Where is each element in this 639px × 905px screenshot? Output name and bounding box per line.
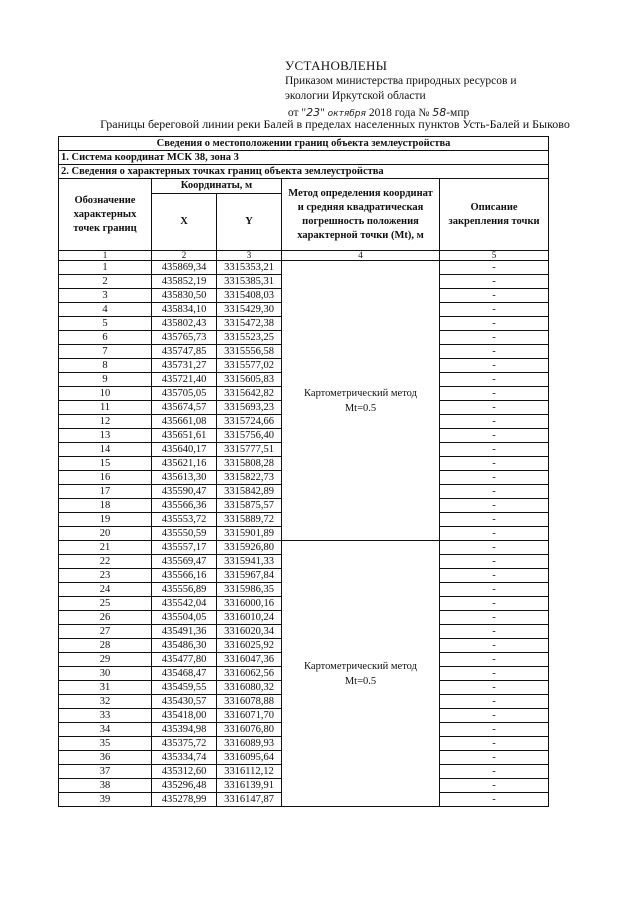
point-number: 37 — [59, 765, 152, 779]
header-y: Y — [217, 194, 282, 251]
approval-suffix: -мпр — [446, 106, 470, 119]
coord-y: 3315556,58 — [217, 345, 282, 359]
method-name: Картометрический метод — [304, 660, 417, 672]
point-number: 4 — [59, 303, 152, 317]
point-number: 31 — [59, 681, 152, 695]
point-number: 10 — [59, 387, 152, 401]
coord-x: 435852,19 — [152, 275, 217, 289]
coord-y: 3315777,51 — [217, 443, 282, 457]
coord-x: 435834,10 — [152, 303, 217, 317]
coord-y: 3316080,32 — [217, 681, 282, 695]
point-number: 19 — [59, 513, 152, 527]
fixing-description: - — [440, 303, 549, 317]
header-method: Метод определения координат и средняя квадратическая погрешность положения характерной точки (Mt), м — [282, 179, 440, 251]
point-number: 7 — [59, 345, 152, 359]
coord-x: 435278,99 — [152, 793, 217, 807]
point-number: 2 — [59, 275, 152, 289]
coord-x: 435312,60 — [152, 765, 217, 779]
coord-x: 435459,55 — [152, 681, 217, 695]
fixing-description: - — [440, 415, 549, 429]
fixing-description: - — [440, 541, 549, 555]
point-number: 27 — [59, 625, 152, 639]
coord-x: 435613,30 — [152, 471, 217, 485]
coordinates-table — [58, 136, 549, 807]
coord-x: 435802,43 — [152, 317, 217, 331]
coord-x: 435661,08 — [152, 415, 217, 429]
point-number: 20 — [59, 527, 152, 541]
coord-y: 3316047,36 — [217, 653, 282, 667]
coord-x: 435430,57 — [152, 695, 217, 709]
fixing-description: - — [440, 387, 549, 401]
fixing-description: - — [440, 555, 549, 569]
coord-x: 435705,05 — [152, 387, 217, 401]
column-index: 4 — [282, 251, 440, 261]
fixing-description: - — [440, 345, 549, 359]
coord-x: 435550,59 — [152, 527, 217, 541]
coord-y: 3315986,35 — [217, 583, 282, 597]
points-section-title: 2. Сведения о характерных точках границ объекта землеустройства — [59, 165, 549, 179]
coord-y: 3315724,66 — [217, 415, 282, 429]
fixing-description: - — [440, 765, 549, 779]
coord-x: 435504,05 — [152, 611, 217, 625]
point-number: 33 — [59, 709, 152, 723]
coord-x: 435553,72 — [152, 513, 217, 527]
fixing-description: - — [440, 275, 549, 289]
coord-y: 3316139,91 — [217, 779, 282, 793]
fixing-description: - — [440, 723, 549, 737]
point-number: 32 — [59, 695, 152, 709]
coord-y: 3315605,83 — [217, 373, 282, 387]
fixing-description: - — [440, 429, 549, 443]
point-number: 1 — [59, 261, 152, 275]
coord-y: 3315822,73 — [217, 471, 282, 485]
coord-x: 435468,47 — [152, 667, 217, 681]
fixing-description: - — [440, 471, 549, 485]
coord-x: 435418,00 — [152, 709, 217, 723]
point-number: 13 — [59, 429, 152, 443]
coord-y: 3315756,40 — [217, 429, 282, 443]
coord-y: 3316020,34 — [217, 625, 282, 639]
approval-from: от " — [287, 106, 307, 119]
coord-y: 3315642,82 — [217, 387, 282, 401]
fixing-description: - — [440, 499, 549, 513]
coord-y: 3315385,31 — [217, 275, 282, 289]
point-number: 14 — [59, 443, 152, 457]
point-number: 11 — [59, 401, 152, 415]
coord-y: 3316071,70 — [217, 709, 282, 723]
coord-x: 435557,17 — [152, 541, 217, 555]
point-number: 9 — [59, 373, 152, 387]
fixing-description: - — [440, 513, 549, 527]
coord-y: 3315889,72 — [217, 513, 282, 527]
method-accuracy: Mt=0.5 — [344, 675, 377, 687]
approval-line-1: Приказом министерства природных ресурсов и — [285, 74, 517, 87]
point-number: 25 — [59, 597, 152, 611]
coord-y: 3316112,12 — [217, 765, 282, 779]
fixing-description: - — [440, 779, 549, 793]
approval-day: 23 — [306, 105, 321, 119]
coord-y: 3315842,89 — [217, 485, 282, 499]
header-description: Описание закрепления точки — [440, 179, 549, 251]
coord-x: 435731,27 — [152, 359, 217, 373]
header-coords: Координаты, м — [152, 179, 282, 194]
fixing-description: - — [440, 457, 549, 471]
point-number: 5 — [59, 317, 152, 331]
column-index-row — [59, 251, 549, 261]
point-number: 28 — [59, 639, 152, 653]
coord-x: 435566,36 — [152, 499, 217, 513]
column-index: 1 — [59, 251, 152, 261]
fixing-description: - — [440, 289, 549, 303]
coord-y: 3315693,23 — [217, 401, 282, 415]
point-number: 22 — [59, 555, 152, 569]
approval-stamp — [285, 58, 517, 122]
fixing-description: - — [440, 737, 549, 751]
coord-y: 3315577,02 — [217, 359, 282, 373]
fixing-description: - — [440, 583, 549, 597]
fixing-description: - — [440, 611, 549, 625]
coord-y: 3316010,24 — [217, 611, 282, 625]
coord-x: 435674,57 — [152, 401, 217, 415]
point-number: 23 — [59, 569, 152, 583]
fixing-description: - — [440, 709, 549, 723]
point-number: 12 — [59, 415, 152, 429]
coord-x: 435747,85 — [152, 345, 217, 359]
fixing-description: - — [440, 317, 549, 331]
approval-number: 58 — [432, 105, 447, 119]
section-title: Сведения о местоположении границ объекта землеустройства — [59, 137, 549, 151]
header-x: X — [152, 194, 217, 251]
point-number: 39 — [59, 793, 152, 807]
point-number: 24 — [59, 583, 152, 597]
coord-y: 3315901,89 — [217, 527, 282, 541]
coord-x: 435640,17 — [152, 443, 217, 457]
point-number: 17 — [59, 485, 152, 499]
fixing-description: - — [440, 667, 549, 681]
column-index: 2 — [152, 251, 217, 261]
point-number: 35 — [59, 737, 152, 751]
coord-x: 435394,98 — [152, 723, 217, 737]
fixing-description: - — [440, 639, 549, 653]
fixing-description: - — [440, 443, 549, 457]
coord-x: 435721,40 — [152, 373, 217, 387]
point-number: 29 — [59, 653, 152, 667]
point-number: 16 — [59, 471, 152, 485]
point-number: 6 — [59, 331, 152, 345]
fixing-description: - — [440, 751, 549, 765]
fixing-description: - — [440, 401, 549, 415]
method-accuracy: Mt=0.5 — [344, 402, 377, 414]
coord-y: 3316147,87 — [217, 793, 282, 807]
point-number: 18 — [59, 499, 152, 513]
fixing-description: - — [440, 373, 549, 387]
coord-x: 435765,73 — [152, 331, 217, 345]
coord-x: 435830,50 — [152, 289, 217, 303]
coord-y: 3316095,64 — [217, 751, 282, 765]
point-number: 26 — [59, 611, 152, 625]
coord-x: 435556,89 — [152, 583, 217, 597]
point-number: 36 — [59, 751, 152, 765]
column-index: 5 — [440, 251, 549, 261]
method-cell — [282, 541, 440, 807]
coord-y: 3316078,88 — [217, 695, 282, 709]
coord-y: 3316000,16 — [217, 597, 282, 611]
coord-y: 3315353,21 — [217, 261, 282, 275]
fixing-description: - — [440, 527, 549, 541]
point-number: 30 — [59, 667, 152, 681]
coord-x: 435477,80 — [152, 653, 217, 667]
fixing-description: - — [440, 597, 549, 611]
fixing-description: - — [440, 681, 549, 695]
coord-x: 435566,16 — [152, 569, 217, 583]
coord-y: 3315941,33 — [217, 555, 282, 569]
coord-x: 435869,34 — [152, 261, 217, 275]
coord-x: 435296,48 — [152, 779, 217, 793]
coord-y: 3315408,03 — [217, 289, 282, 303]
fixing-description: - — [440, 653, 549, 667]
coord-x: 435375,72 — [152, 737, 217, 751]
table-row — [59, 261, 549, 275]
coord-y: 3316025,92 — [217, 639, 282, 653]
coord-y: 3316076,80 — [217, 723, 282, 737]
method-cell — [282, 261, 440, 541]
coord-y: 3315523,25 — [217, 331, 282, 345]
fixing-description: - — [440, 261, 549, 275]
header-point: Обозначение характерных точек границ — [59, 179, 152, 251]
approval-heading: УСТАНОВЛЕНЫ — [285, 58, 388, 73]
coordinate-system: 1. Система координат МСК 38, зона 3 — [59, 151, 549, 165]
approval-line-2: экологии Иркутской области — [285, 90, 426, 102]
coord-y: 3315875,57 — [217, 499, 282, 513]
coord-x: 435651,61 — [152, 429, 217, 443]
column-index: 3 — [217, 251, 282, 261]
fixing-description: - — [440, 625, 549, 639]
approval-year: 2018 года № — [365, 106, 433, 119]
fixing-description: - — [440, 331, 549, 345]
point-number: 21 — [59, 541, 152, 555]
coord-y: 3315926,80 — [217, 541, 282, 555]
fixing-description: - — [440, 569, 549, 583]
point-number: 38 — [59, 779, 152, 793]
fixing-description: - — [440, 793, 549, 807]
coord-y: 3316089,93 — [217, 737, 282, 751]
coord-x: 435486,30 — [152, 639, 217, 653]
coord-x: 435621,16 — [152, 457, 217, 471]
coord-y: 3315429,30 — [217, 303, 282, 317]
point-number: 3 — [59, 289, 152, 303]
approval-sep: " — [320, 106, 328, 119]
point-number: 15 — [59, 457, 152, 471]
coord-x: 435491,36 — [152, 625, 217, 639]
coord-x: 435542,04 — [152, 597, 217, 611]
fixing-description: - — [440, 485, 549, 499]
approval-month: октября — [327, 108, 366, 119]
coord-x: 435569,47 — [152, 555, 217, 569]
fixing-description: - — [440, 695, 549, 709]
document-title: Границы береговой линии реки Балей в пределах населенных пунктов Усть-Балей и Быково — [100, 117, 570, 131]
coord-y: 3316062,56 — [217, 667, 282, 681]
method-name: Картометрический метод — [304, 387, 417, 399]
point-number: 8 — [59, 359, 152, 373]
fixing-description: - — [440, 359, 549, 373]
table-row — [59, 541, 549, 555]
coord-y: 3315472,38 — [217, 317, 282, 331]
point-number: 34 — [59, 723, 152, 737]
coord-x: 435590,47 — [152, 485, 217, 499]
coord-y: 3315808,28 — [217, 457, 282, 471]
coord-x: 435334,74 — [152, 751, 217, 765]
coord-y: 3315967,84 — [217, 569, 282, 583]
